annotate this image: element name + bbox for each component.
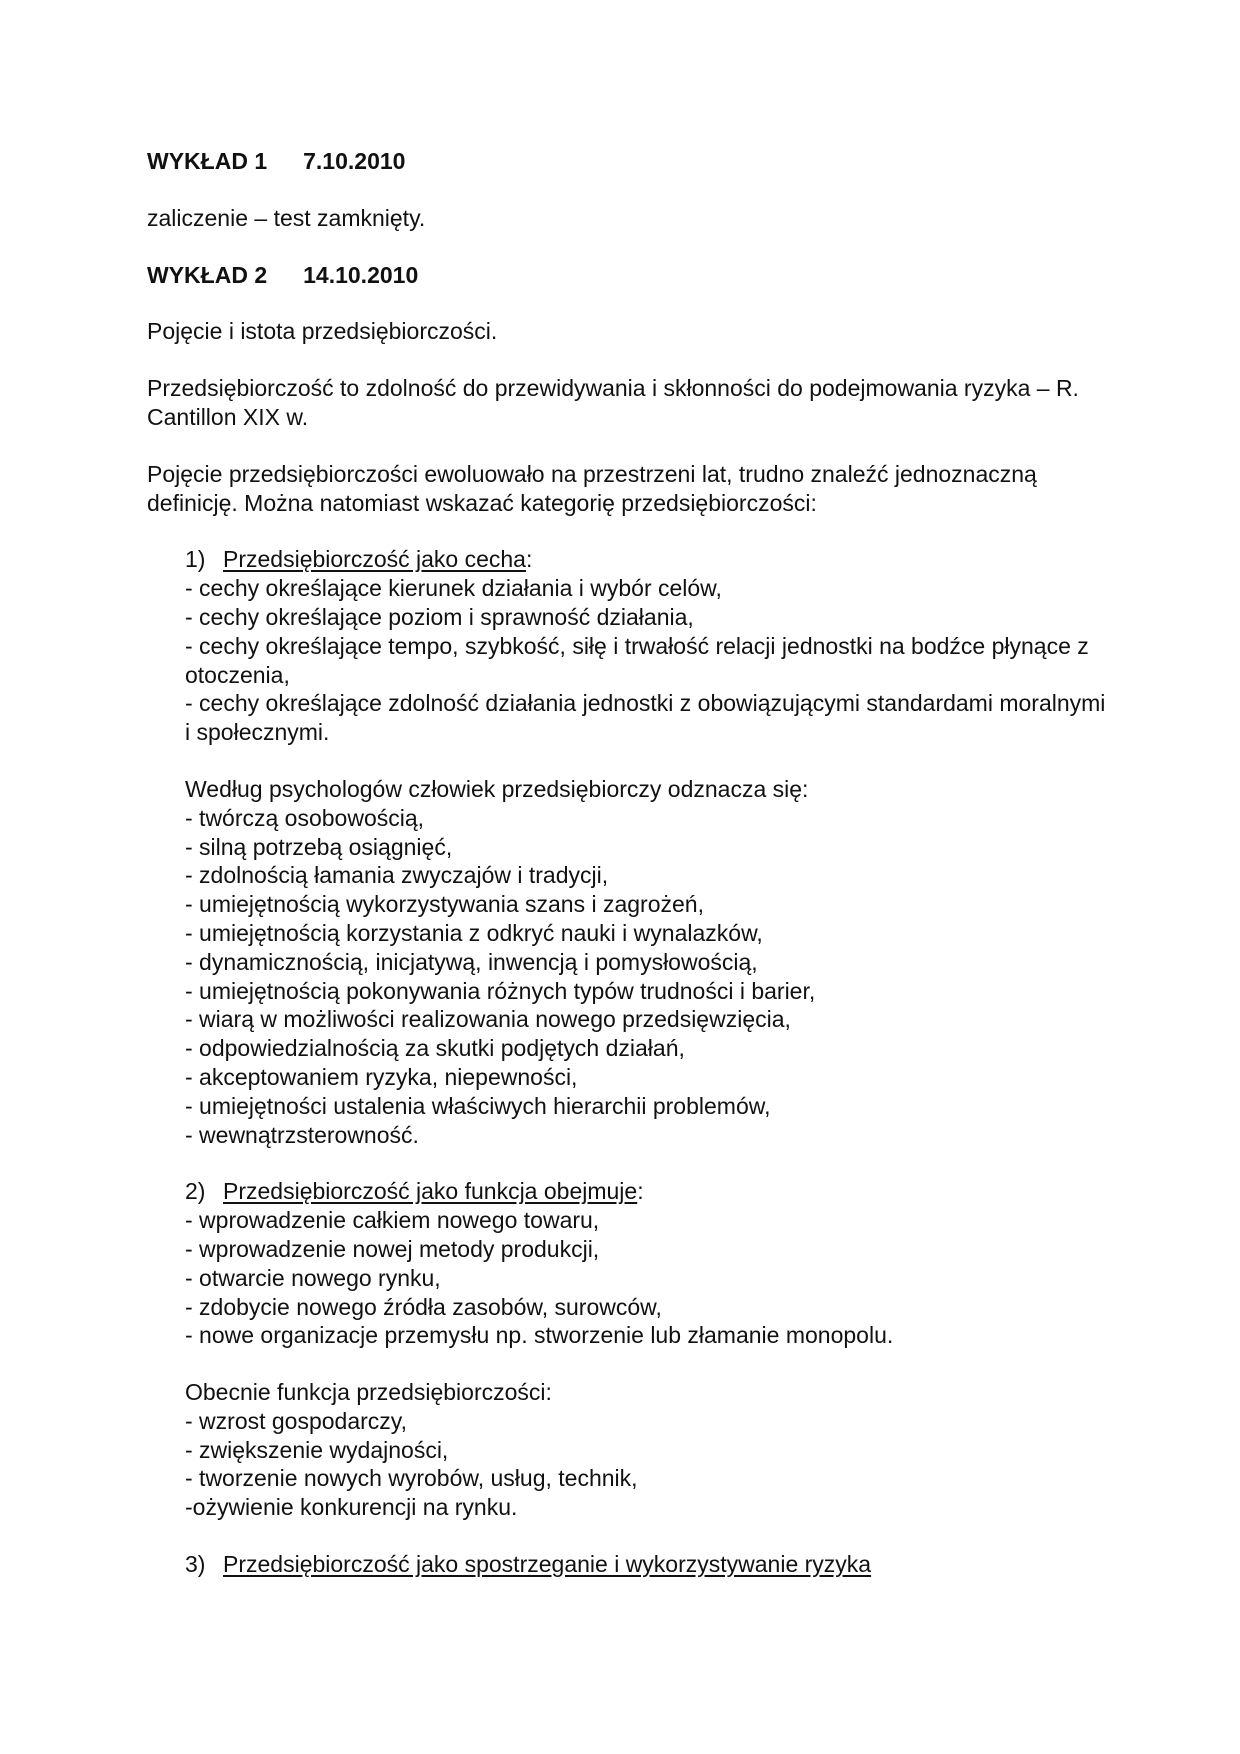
list-item: - twórczą osobowością, bbox=[185, 804, 425, 831]
list-item: - wiarą w możliwości realizowania nowego przedsięwzięcia, bbox=[185, 1006, 791, 1033]
list-item: - wzrost gospodarczy, bbox=[185, 1407, 407, 1434]
section-2-heading bbox=[185, 1177, 1107, 1206]
list-item: - umiejętnością wykorzystywania szans i zagrożeń, bbox=[185, 891, 704, 918]
psychology-list bbox=[185, 804, 1107, 1150]
list-item: - silną potrzebą osiągnięć, bbox=[185, 833, 453, 860]
section-2 bbox=[147, 1177, 1107, 1350]
list-item: - wprowadzenie całkiem nowego towaru, bbox=[185, 1207, 600, 1234]
section-1-list bbox=[185, 574, 1107, 747]
current-function-list bbox=[185, 1407, 1107, 1522]
section-3-title: Przedsiębiorczość jako spostrzeganie i wykorzystywanie ryzyka bbox=[223, 1551, 872, 1578]
section-1-title: Przedsiębiorczość jako cecha bbox=[223, 546, 526, 573]
section-3-number: 3) bbox=[185, 1551, 206, 1578]
definition-paragraph: Przedsiębiorczość to zdolność do przewidywania i skłonności do podejmowania ryzyka – R. Cantillon XIX w. bbox=[147, 375, 1079, 430]
document-content bbox=[147, 147, 1107, 1607]
psychology-block bbox=[147, 775, 1107, 1149]
section-2-title: Przedsiębiorczość jako funkcja obejmuje bbox=[223, 1178, 638, 1205]
section-2-list bbox=[185, 1206, 1107, 1350]
list-item: - odpowiedzialnością za skutki podjętych działań, bbox=[185, 1035, 685, 1062]
intro-paragraph: Pojęcie przedsiębiorczości ewoluowało na przestrzeni lat, trudno znaleźć jednoznaczną definicję. Można natomiast wskazać kategorię przedsiębiorczości: bbox=[147, 460, 1037, 516]
section-3-heading bbox=[185, 1550, 1107, 1579]
list-item: - zdolnością łamania zwyczajów i tradycji, bbox=[185, 862, 609, 889]
list-item: - zdobycie nowego źródła zasobów, surowców, bbox=[185, 1293, 662, 1320]
section-2-title-suffix: : bbox=[637, 1178, 644, 1205]
lecture-1-note: zaliczenie – test zamknięty. bbox=[147, 204, 426, 231]
list-item: - wprowadzenie nowej metody produkcji, bbox=[185, 1235, 600, 1262]
list-item: - nowe organizacje przemysłu np. stworzenie lub złamanie monopolu. bbox=[185, 1322, 894, 1349]
list-item: - umiejętnością korzystania z odkryć nauki i wynalazków, bbox=[185, 919, 763, 946]
section-3 bbox=[147, 1550, 1107, 1579]
list-item: - cechy określające tempo, szybkość, siłę i trwałość relacji jednostki na bodźce płynące z otoczenia, bbox=[185, 632, 1089, 688]
list-item: - cechy określające poziom i sprawność działania, bbox=[185, 603, 694, 630]
list-item: -ożywienie konkurencji na rynku. bbox=[185, 1494, 518, 1521]
current-function-intro: Obecnie funkcja przedsiębiorczości: bbox=[185, 1379, 552, 1406]
list-item: - umiejętnością pokonywania różnych typów trudności i barier, bbox=[185, 977, 816, 1004]
list-item: - akceptowaniem ryzyka, niepewności, bbox=[185, 1063, 578, 1090]
list-item: - umiejętności ustalenia właściwych hierarchii problemów, bbox=[185, 1092, 771, 1119]
lecture-1-label: WYKŁAD 1 bbox=[147, 148, 268, 174]
lecture-2-label: WYKŁAD 2 bbox=[147, 261, 268, 288]
lecture-2-heading bbox=[147, 261, 1107, 290]
list-item: - cechy określające kierunek działania i wybór celów, bbox=[185, 575, 722, 602]
lecture-1-heading bbox=[147, 147, 1107, 176]
section-1-title-suffix: : bbox=[525, 546, 533, 573]
list-item: - otwarcie nowego rynku, bbox=[185, 1264, 441, 1291]
list-item: - wewnątrzsterowność. bbox=[185, 1121, 419, 1148]
list-item: - zwiększenie wydajności, bbox=[185, 1436, 449, 1463]
current-function-block bbox=[147, 1378, 1107, 1522]
section-1-heading bbox=[185, 545, 1107, 574]
list-item: - dynamicznością, inicjatywą, inwencją i pomysłowością, bbox=[185, 948, 758, 975]
section-2-number: 2) bbox=[185, 1178, 206, 1205]
list-item: - tworzenie nowych wyrobów, usług, technik, bbox=[185, 1465, 638, 1492]
lecture-1-date: 7.10.2010 bbox=[303, 148, 406, 174]
lecture-2-date: 14.10.2010 bbox=[303, 261, 419, 288]
psychology-intro: Według psychologów człowiek przedsiębiorczy odznacza się: bbox=[185, 775, 809, 802]
list-item: - cechy określające zdolność działania jednostki z obowiązującymi standardami moralnymi i społecznymi. bbox=[185, 690, 1106, 746]
lecture-2-topic: Pojęcie i istota przedsiębiorczości. bbox=[147, 318, 498, 345]
section-1-number: 1) bbox=[185, 546, 206, 573]
section-1 bbox=[147, 545, 1107, 747]
